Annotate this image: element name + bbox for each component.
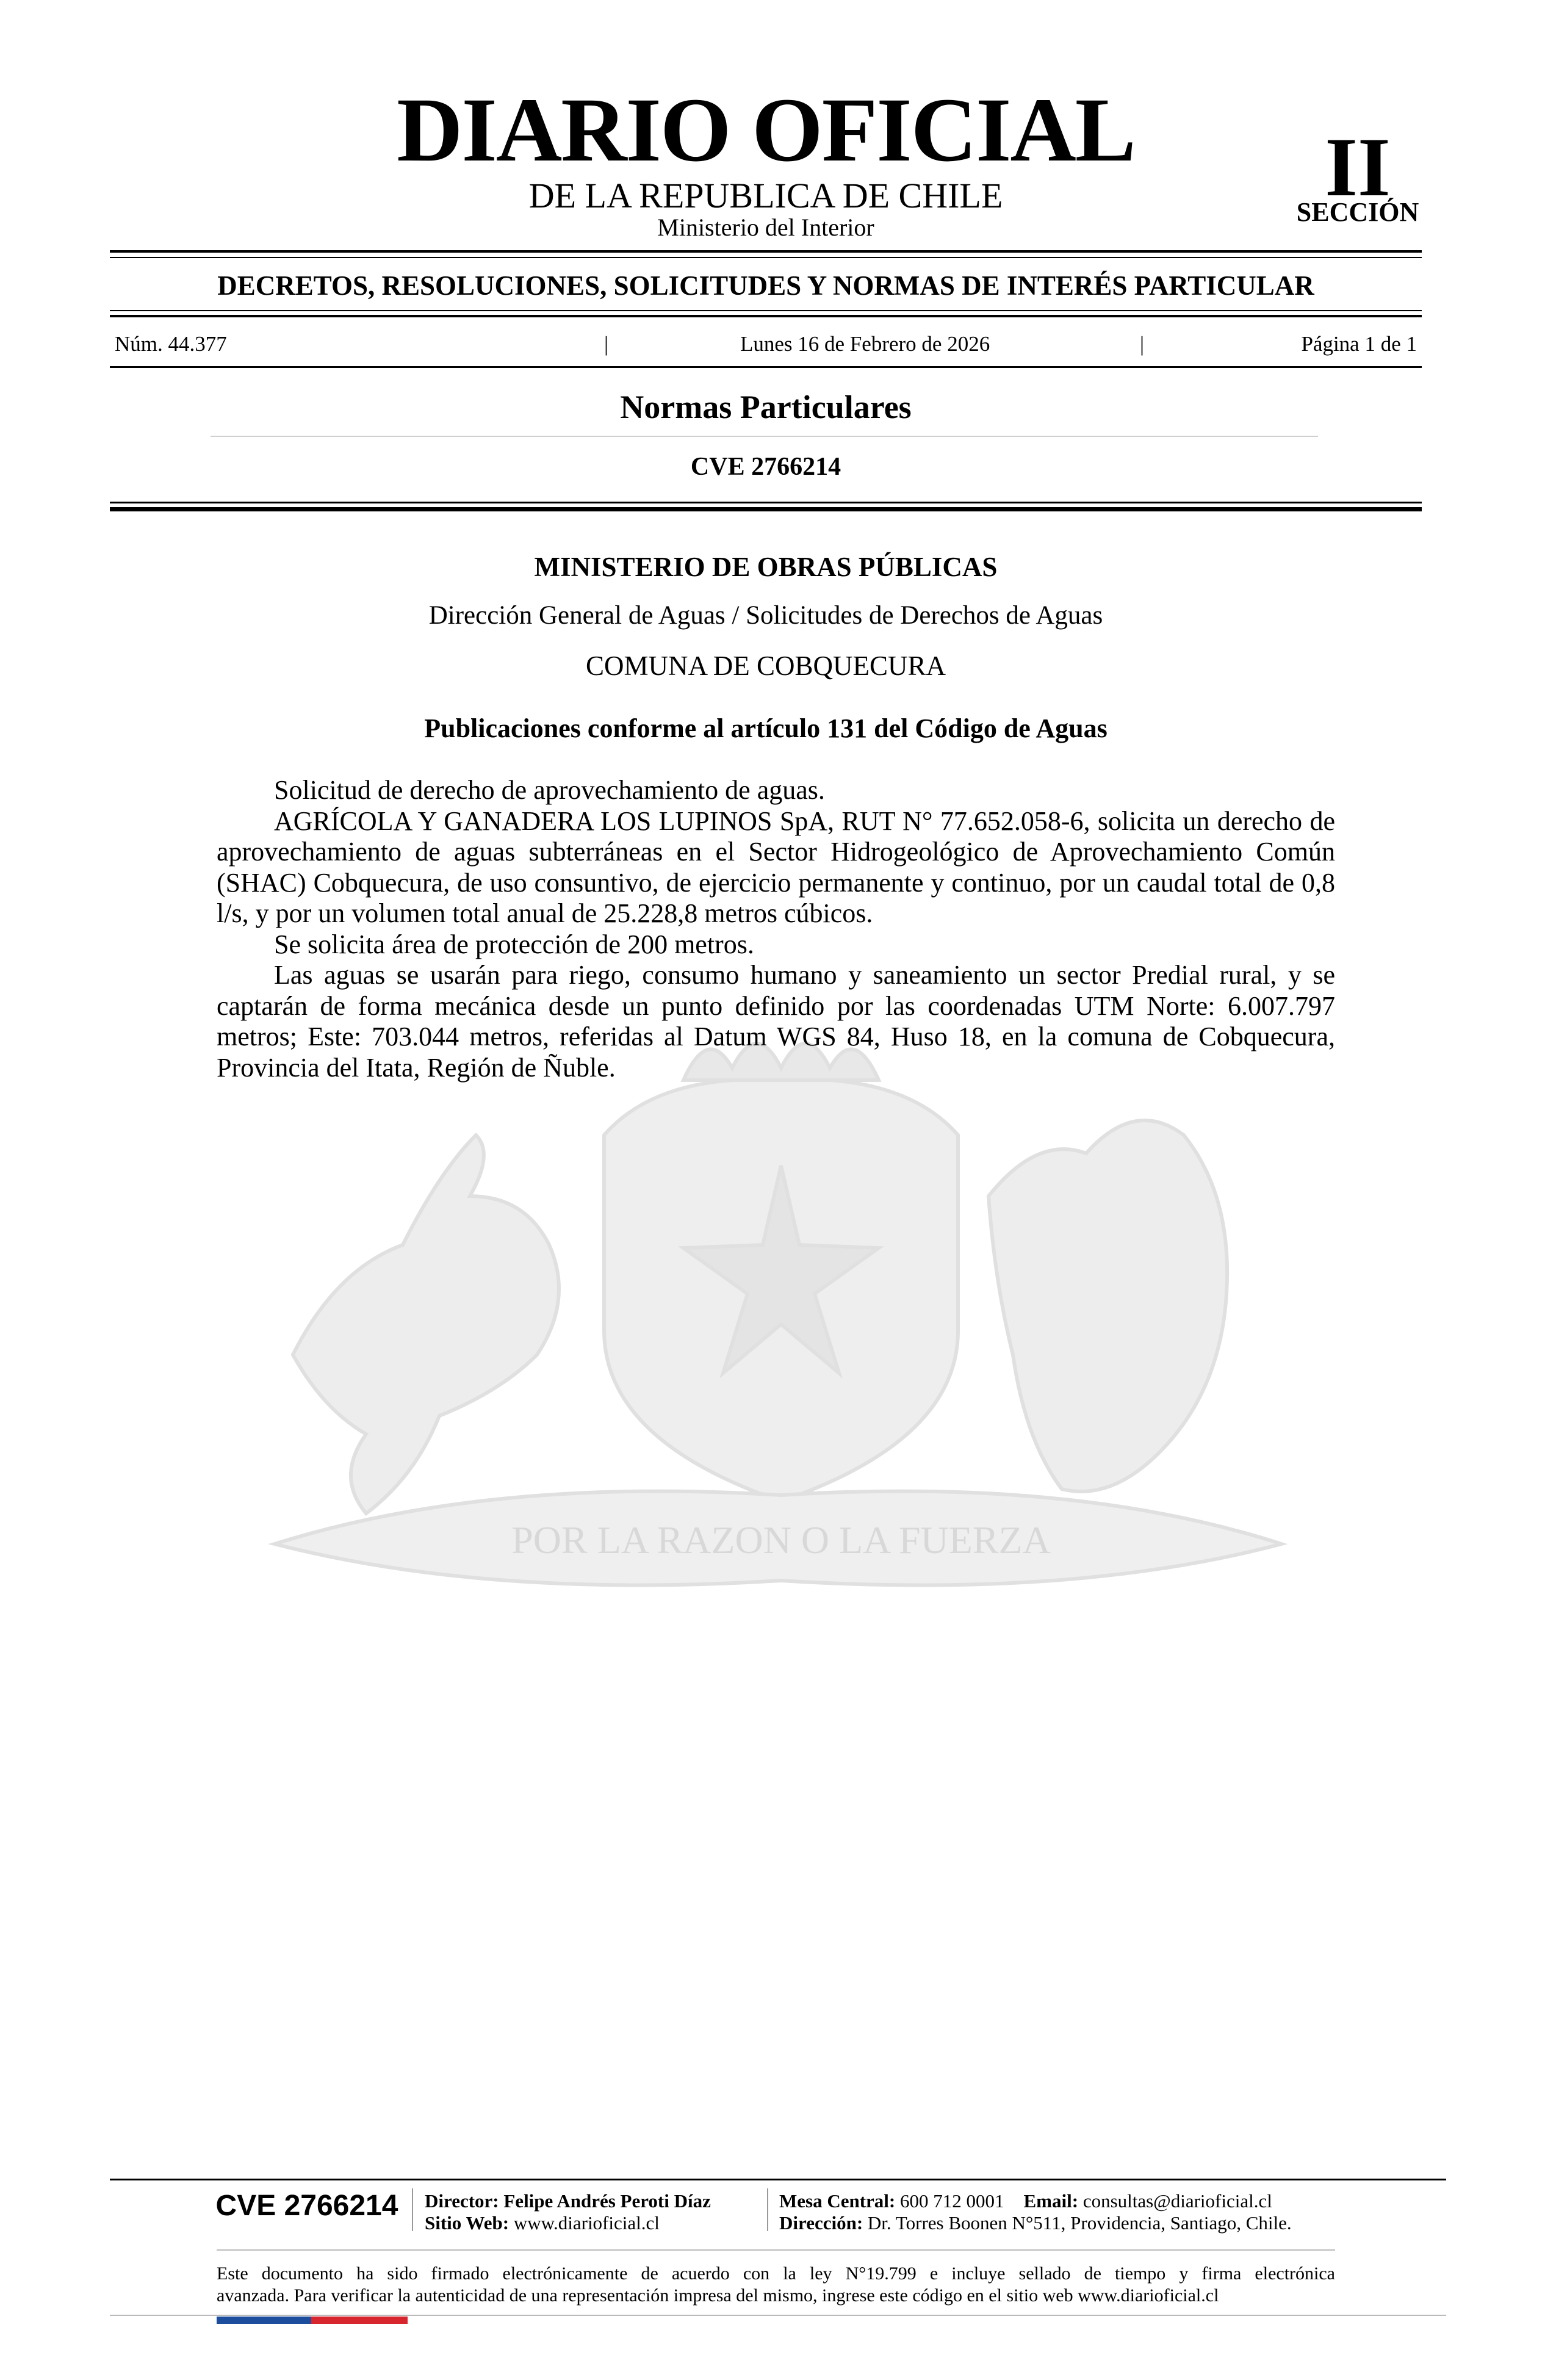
body-paragraph: Las aguas se usarán para riego, consumo humano y saneamiento un sector Predial rural, y se captarán de forma mecánica desde un punto definido por las coordenadas UTM Norte: 6.007.797 metros; Este: 703.044 metros, referidas al Datum WGS 84, Huso 18, en la comuna de Cobquecura, Provincia del Itata, Región de Ñuble. [217, 960, 1335, 1083]
website-label: Sitio Web: [425, 2212, 510, 2234]
newspaper-title: DIARIO OFICIAL [397, 79, 1135, 181]
commune-line: COMUNA DE COBQUECURA [585, 651, 946, 681]
signature-note [217, 2263, 1335, 2307]
motto-text: POR LA RAZON O LA FUERZA [511, 1518, 1051, 1562]
email-link[interactable]: consultas@diarioficial.cl [1082, 2190, 1272, 2212]
masthead-rule [110, 250, 1422, 253]
category-rule [110, 310, 1422, 311]
signature-note-line: avanzada. Para verificar la autenticidad de una representación impresa del mismo, ingrese este código en el sitio web www.diarioficial.cl [217, 2285, 1219, 2306]
footer-contact-block [779, 2190, 1292, 2234]
direction-line: Dirección General de Aguas / Solicitudes de Derechos de Aguas [428, 601, 1103, 630]
ministry-heading: MINISTERIO DE OBRAS PÚBLICAS [534, 552, 998, 582]
director-name: Felipe Andrés Peroti Díaz [503, 2190, 711, 2212]
body-paragraph: AGRÍCOLA Y GANADERA LOS LUPINOS SpA, RUT N° 77.652.058-6, solicita un derecho de aprovechamiento de aguas subterráneas en el Sector Hidrogeológico de Aprovechamiento Común (SHAC) Cobquecura, de uso consuntivo, de ejercicio permanente y continuo, por un caudal total de 0,8 l/s, y por un volumen total anual de 25.228,8 metros cúbicos. [217, 806, 1335, 928]
issue-separator: | [1140, 332, 1145, 356]
footer-cve-code: CVE 2766214 [215, 2190, 398, 2222]
norm-type-heading: Normas Particulares [620, 389, 912, 425]
document-body [217, 775, 1335, 1083]
footer-bottom-rule [110, 2315, 1446, 2316]
issue-page: Página 1 de 1 [1301, 332, 1417, 356]
body-paragraph: Solicitud de derecho de aprovechamiento de aguas. [274, 775, 825, 805]
condor-icon [989, 1120, 1227, 1491]
signature-note-line: Este documento ha sido firmado electrónicamente de acuerdo con la ley N°19.799 e incluye sellado de tiempo y firma electrónica [217, 2263, 1335, 2284]
norm-type-underline [211, 436, 1318, 437]
flag-stripe-blue [217, 2317, 311, 2324]
category-heading: DECRETOS, RESOLUCIONES, SOLICITUDES Y NORMAS DE INTERÉS PARTICULAR [217, 270, 1314, 301]
address-label: Dirección: [779, 2212, 863, 2234]
publication-title: Publicaciones conforme al artículo 131 del Código de Aguas [424, 713, 1108, 743]
huemul-icon [293, 1135, 559, 1513]
newspaper-ministry: Ministerio del Interior [657, 214, 874, 241]
newspaper-subtitle: DE LA REPUBLICA DE CHILE [528, 176, 1003, 215]
footer-middle-rule [217, 2249, 1335, 2251]
phone-value: 600 712 0001 [900, 2190, 1004, 2212]
cve-code: CVE 2766214 [690, 453, 841, 481]
coat-of-arms-watermark [183, 1013, 1373, 1684]
issue-date: Lunes 16 de Febrero de 2026 [740, 332, 990, 356]
flag-stripe-red [311, 2317, 408, 2324]
issue-rule [110, 366, 1422, 368]
phone-label: Mesa Central: [779, 2190, 896, 2212]
email-label: Email: [1023, 2190, 1079, 2212]
header-bottom-rule [110, 502, 1422, 503]
body-paragraph: Se solicita área de protección de 200 metros. [274, 929, 754, 959]
section-label: SECCIÓN [1296, 197, 1419, 227]
website-link[interactable]: www.diarioficial.cl [513, 2212, 660, 2234]
issue-separator: | [604, 332, 609, 356]
director-label: Director: [425, 2190, 499, 2212]
section-number: II [1325, 120, 1391, 214]
masthead-rule-thin [110, 257, 1422, 258]
footer-director-block [425, 2190, 711, 2234]
address-value: Dr. Torres Boonen N°511, Providencia, Santiago, Chile. [867, 2212, 1292, 2234]
footer-divider [767, 2188, 768, 2231]
category-rule-thick [110, 315, 1422, 317]
issue-number: Núm. 44.377 [115, 332, 227, 356]
footer-divider [412, 2188, 413, 2231]
footer-top-rule [110, 2179, 1446, 2180]
header-bottom-rule-thick [110, 507, 1422, 511]
